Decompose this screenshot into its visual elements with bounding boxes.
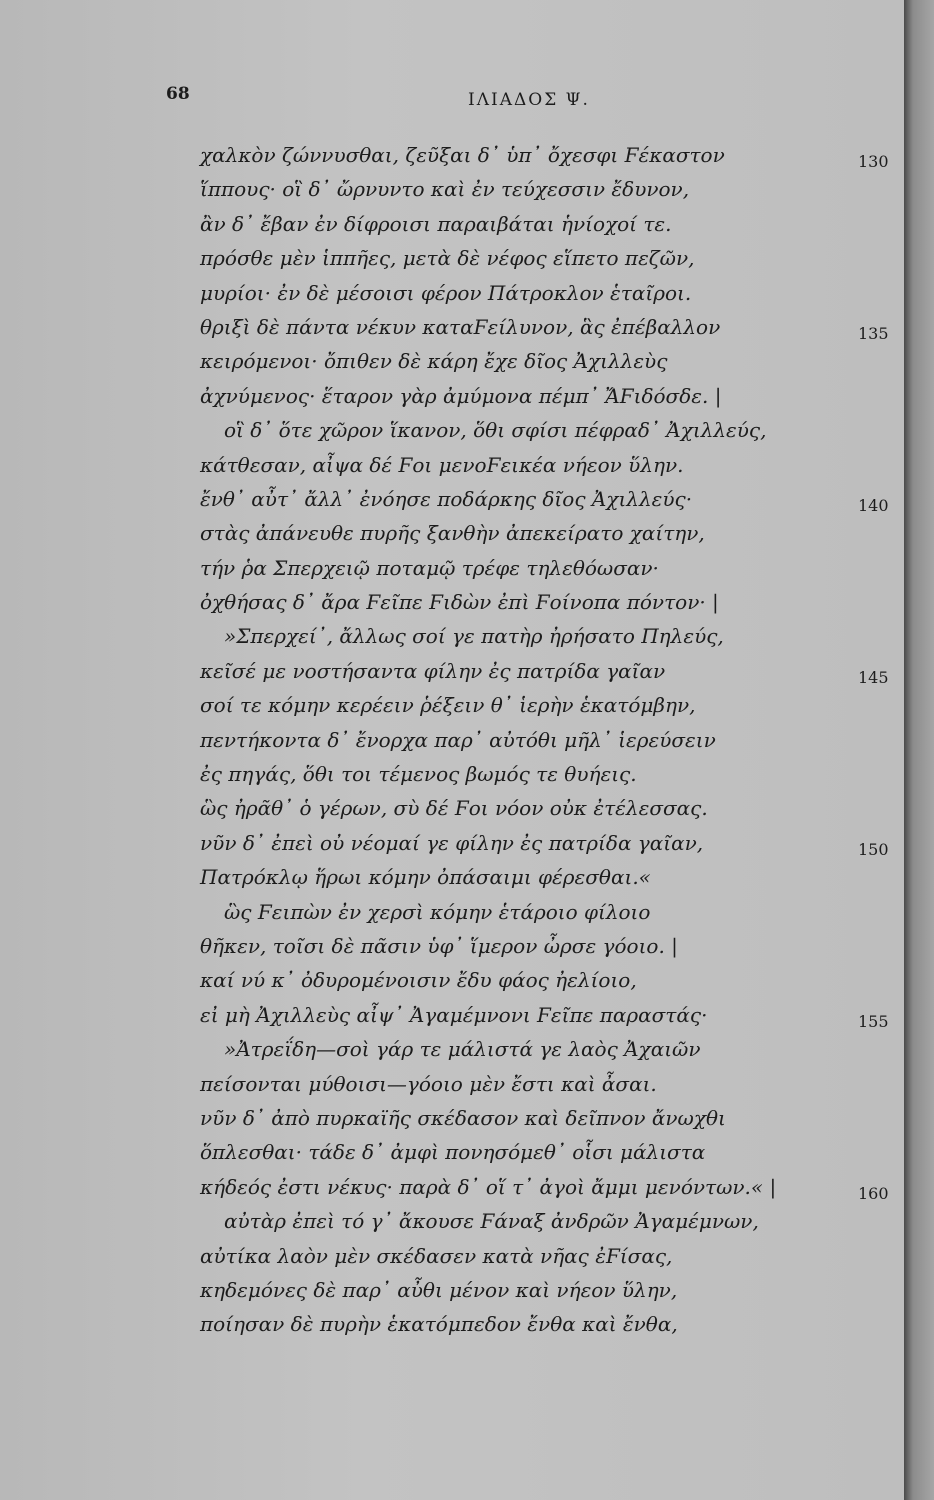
verse-line: τήν ῥα Σπερχειῷ ποταμῷ τρέφε τηλεθόωσαν· — [200, 555, 659, 580]
line-number: 140 — [858, 496, 889, 515]
verse-line: Πατρόκλῳ ἥρωι κόμην ὀπάσαιμι φέρεσθαι.« — [200, 865, 651, 890]
page-edge-shadow — [904, 0, 934, 1500]
verse-line: πεντήκοντα δ᾽ ἔνορχα παρ᾽ αὐτόθι μῆλ᾽ ἱερεύσειν — [200, 727, 716, 752]
verse-line: κηδεμόνες δὲ παρ᾽ αὖθι μένον καὶ νήεον ὕλην, — [200, 1277, 678, 1302]
verse-line: αὐτὰρ ἐπεὶ τό γ᾽ ἄκουσε Ϝάναξ ἀνδρῶν Ἀγαμέμνων, — [224, 1209, 759, 1234]
verse-line: ἐς πηγάς, ὅθι τοι τέμενος βωμός τε θυήεις. — [200, 762, 637, 787]
verse-line: οἳ δ᾽ ὅτε χῶρον ἵκανον, ὅθι σφίσι πέφραδ᾽ Ἀχιλλεύς, — [224, 418, 767, 443]
line-number: 135 — [858, 324, 889, 343]
verse-line: ποίησαν δὲ πυρὴν ἑκατόμπεδον ἔνθα καὶ ἔνθα, — [200, 1312, 678, 1337]
verse-line: αὐτίκα λαὸν μὲν σκέδασεν κατὰ νῆας ἐϜίσας, — [200, 1243, 673, 1268]
verse-line: θῆκεν, τοῖσι δὲ πᾶσιν ὑφ᾽ ἵμερον ὦρσε γόοιο. | — [200, 933, 678, 958]
page-number: 68 — [166, 84, 190, 104]
verse-line: »Ἀτρεΐδη—σοὶ γάρ τε μάλιστά γε λαὸς Ἀχαιῶν — [224, 1037, 701, 1062]
verse-line: ὅπλεσθαι· τάδε δ᾽ ἀμφὶ πονησόμεθ᾽ οἷσι μάλιστα — [200, 1140, 706, 1165]
verse-line: κεῖσέ με νοστήσαντα φίλην ἐς πατρίδα γαῖαν — [200, 658, 666, 683]
verse-line: καί νύ κ᾽ ὀδυρομένοισιν ἔδυ φάος ἠελίοιο, — [200, 968, 637, 993]
verse-line: πείσονται μύθοισι—γόοιο μὲν ἔστι καὶ ἆσαι. — [200, 1071, 657, 1096]
line-number: 160 — [858, 1184, 889, 1203]
verse-line: ὣς ἠρᾶθ᾽ ὁ γέρων, σὺ δέ Ϝοι νόον οὐκ ἐτέλεσσας. — [200, 796, 708, 821]
line-number: 145 — [858, 668, 889, 687]
running-head: ΙΛΙΑΔΟΣ Ψ. — [468, 90, 590, 110]
verse-line: κήδεός ἐστι νέκυς· παρὰ δ᾽ οἵ τ᾽ ἀγοὶ ἄμμι μενόντων.« | — [200, 1174, 777, 1199]
verse-line: κάτθεσαν, αἶψα δέ Ϝοι μενοϜεικέα νήεον ὕλην. — [200, 452, 684, 477]
verse-line: πρόσθε μὲν ἱππῆες, μετὰ δὲ νέφος εἵπετο πεζῶν, — [200, 246, 695, 271]
verse-line: σοί τε κόμην κερέειν ῥέξειν θ᾽ ἱερὴν ἑκατόμβην, — [200, 693, 696, 718]
verse-line: θριξὶ δὲ πάντα νέκυν καταϜείλυνον, ἃς ἐπέβαλλον — [200, 314, 721, 339]
verse-line: ἂν δ᾽ ἔβαν ἐν δίφροισι παραιβάται ἡνίοχοί τε. — [200, 211, 672, 236]
verse-line: εἰ μὴ Ἀχιλλεὺς αἶψ᾽ Ἀγαμέμνονι Ϝεῖπε παραστάς· — [200, 1002, 708, 1027]
verse-list — [200, 138, 840, 1342]
verse-line: ἵππους· οἳ δ᾽ ὤρνυντο καὶ ἐν τεύχεσσιν ἔδυνον, — [200, 177, 690, 202]
verse-line: ἀχνύμενος· ἕταρον γὰρ ἀμύμονα πέμπ᾽ ἌϜιδόσδε. | — [200, 383, 722, 408]
line-number: 150 — [858, 840, 889, 859]
verse-line: ὀχθήσας δ᾽ ἄρα Ϝεῖπε Ϝιδὼν ἐπὶ Ϝοίνοπα πόντον· | — [200, 590, 719, 615]
line-number: 130 — [858, 152, 889, 171]
verse-line: κειρόμενοι· ὄπιθεν δὲ κάρη ἔχε δῖος Ἀχιλλεὺς — [200, 349, 668, 374]
verse-line: στὰς ἀπάνευθε πυρῆς ξανθὴν ἀπεκείρατο χαίτην, — [200, 521, 705, 546]
verse-line: »Σπερχεί᾽, ἄλλως σοί γε πατὴρ ἠρήσατο Πηλεύς, — [224, 624, 724, 649]
verse-line: μυρίοι· ἐν δὲ μέσοισι φέρον Πάτροκλον ἑταῖροι. — [200, 280, 692, 305]
verse-line: νῦν δ᾽ ἐπεὶ οὐ νέομαί γε φίλην ἐς πατρίδα γαῖαν, — [200, 830, 704, 855]
verse-line: χαλκὸν ζώννυσθαι, ζεῦξαι δ᾽ ὑπ᾽ ὄχεσφι Ϝέκαστον — [200, 143, 725, 167]
verse-line: ἔνθ᾽ αὖτ᾽ ἄλλ᾽ ἐνόησε ποδάρκης δῖος Ἀχιλλεύς· — [200, 486, 693, 511]
verse-line: νῦν δ᾽ ἀπὸ πυρκαϊῆς σκέδασον καὶ δεῖπνον ἄνωχθι — [200, 1105, 726, 1130]
line-number: 155 — [858, 1012, 889, 1031]
verse-line: ὣς Ϝειπὼν ἐν χερσὶ κόμην ἑτάροιο φίλοιο — [224, 899, 651, 924]
